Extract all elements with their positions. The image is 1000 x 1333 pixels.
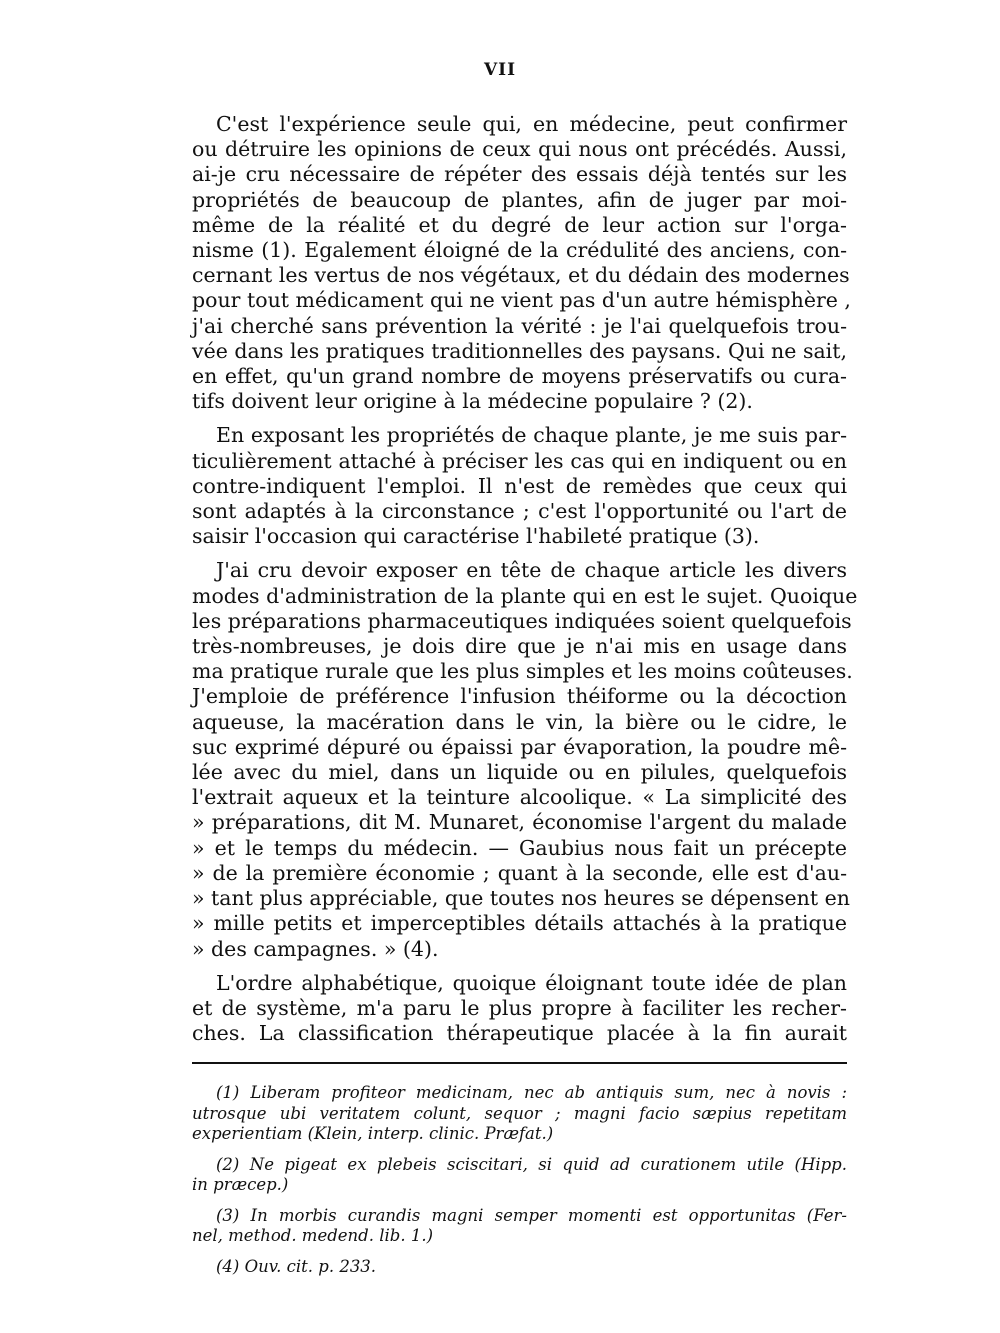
text-line: suc exprimé dépuré ou épaissi par évaporation, la poudre mê- (192, 734, 847, 759)
text-line: les préparations pharmaceutiques indiquées soient quelquefois (192, 608, 852, 633)
text-line: (2) Ne pigeat ex plebeis sciscitari, si quid ad curationem utile (Hipp. (216, 1154, 847, 1174)
text-line: in præcep.) (192, 1175, 289, 1194)
text-line: l'extrait aqueux et la teinture alcoolique. « La simplicité des (192, 785, 847, 810)
text-line: cernant les vertus de nos végétaux, et du dédain des modernes (192, 263, 850, 288)
text-line: utrosque ubi veritatem colunt, sequor ; magni facio sæpius repetitam (192, 1103, 847, 1123)
text-line: ma pratique rurale que les plus simples et les moins coûteuses. (192, 659, 853, 684)
text-line: » mille petits et imperceptibles détails attachés à la pratique (192, 911, 847, 936)
text-line: ches. La classification thérapeutique placée à la fin aurait (192, 1021, 847, 1046)
text-line: (4) Ouv. cit. p. 233. (216, 1256, 377, 1276)
text-line: » de la première économie ; quant à la seconde, elle est d'au- (192, 860, 847, 885)
text-line: contre-indiquent l'emploi. Il n'est de remèdes que ceux qui (192, 473, 847, 498)
text-line: modes d'administration de la plante qui en est le sujet. Quoique (192, 583, 858, 608)
text-line: j'ai cherché sans prévention la vérité : je l'ai quelquefois trou- (192, 313, 847, 338)
text-line: très-nombreuses, je dois dire que je n'ai mis en usage dans (192, 634, 847, 659)
text-line: tifs doivent leur origine à la médecine populaire ? (2). (192, 389, 753, 414)
footnote (192, 1257, 847, 1278)
text-line: nisme (1). Egalement éloigné de la crédulité des anciens, con- (192, 238, 847, 263)
text-line: en effet, qu'un grand nombre de moyens préservatifs ou cura- (192, 364, 847, 389)
text-line: même de la réalité et du degré de leur action sur l'orga- (192, 212, 847, 237)
text-line: En exposant les propriétés de chaque plante, je me suis par- (216, 423, 847, 448)
text-line: ai-je cru nécessaire de répéter des essais déjà tentés sur les (192, 162, 847, 187)
text-line: » des campagnes. » (4). (192, 936, 439, 961)
footnote-divider (192, 1062, 847, 1064)
text-line: pour tout médicament qui ne vient pas d'un autre hémisphère , (192, 288, 851, 313)
paragraph (192, 423, 847, 549)
text-line: saisir l'occasion qui caractérise l'habileté pratique (3). (192, 524, 760, 549)
text-line: » et le temps du médecin. — Gaubius nous fait un précepte (192, 835, 847, 860)
text-line: et de système, m'a paru le plus propre à faciliter les recher- (192, 995, 847, 1020)
text-line: » tant plus appréciable, que toutes nos heures se dépensent en (192, 886, 850, 911)
text-line: nel, method. medend. lib. 1.) (192, 1226, 434, 1245)
text-line: J'emploie de préférence l'infusion théiforme ou la décoction (192, 684, 847, 709)
text-line: ou détruire les opinions de ceux qui nous ont précédés. Aussi, (192, 137, 847, 162)
text-line: J'ai cru devoir exposer en tête de chaque article les divers (216, 558, 847, 583)
footnotes (192, 1083, 847, 1287)
text-line: C'est l'expérience seule qui, en médecine, peut confirmer (216, 112, 847, 136)
page-number: VII (483, 60, 517, 80)
text-line: (1) Liberam profiteor medicinam, nec ab antiquis sum, nec à novis : (216, 1083, 847, 1102)
text-line: aqueuse, la macération dans le vin, la bière ou le cidre, le (192, 709, 847, 734)
text-line: sont adaptés à la circonstance ; c'est l'opportunité ou l'art de (192, 499, 847, 524)
paragraph (192, 112, 851, 414)
text-line: » préparations, dit M. Munaret, économise l'argent du malade (192, 810, 847, 835)
text-line: propriétés de beaucoup de plantes, afin de juger par moi- (192, 187, 847, 212)
text-line: ticulièrement attaché à préciser les cas qui en indiquent ou en (192, 448, 847, 473)
text-line: (3) In morbis curandis magni semper momenti est opportunitas (Fer- (216, 1205, 847, 1225)
text-line: vée dans les pratiques traditionnelles des paysans. Qui ne sait, (192, 338, 847, 363)
body-text (192, 112, 858, 1055)
text-line: lée avec du miel, dans un liquide ou en pilules, quelquefois (192, 760, 847, 785)
text-line: experientiam (Klein, interp. clinic. Præfat.) (192, 1124, 554, 1143)
paragraph (192, 558, 858, 961)
paragraph (192, 971, 847, 1047)
text-line: L'ordre alphabétique, quoique éloignant toute idée de plan (216, 970, 847, 995)
footnote (192, 1206, 847, 1247)
footnote (192, 1155, 847, 1196)
footnote (192, 1083, 847, 1145)
